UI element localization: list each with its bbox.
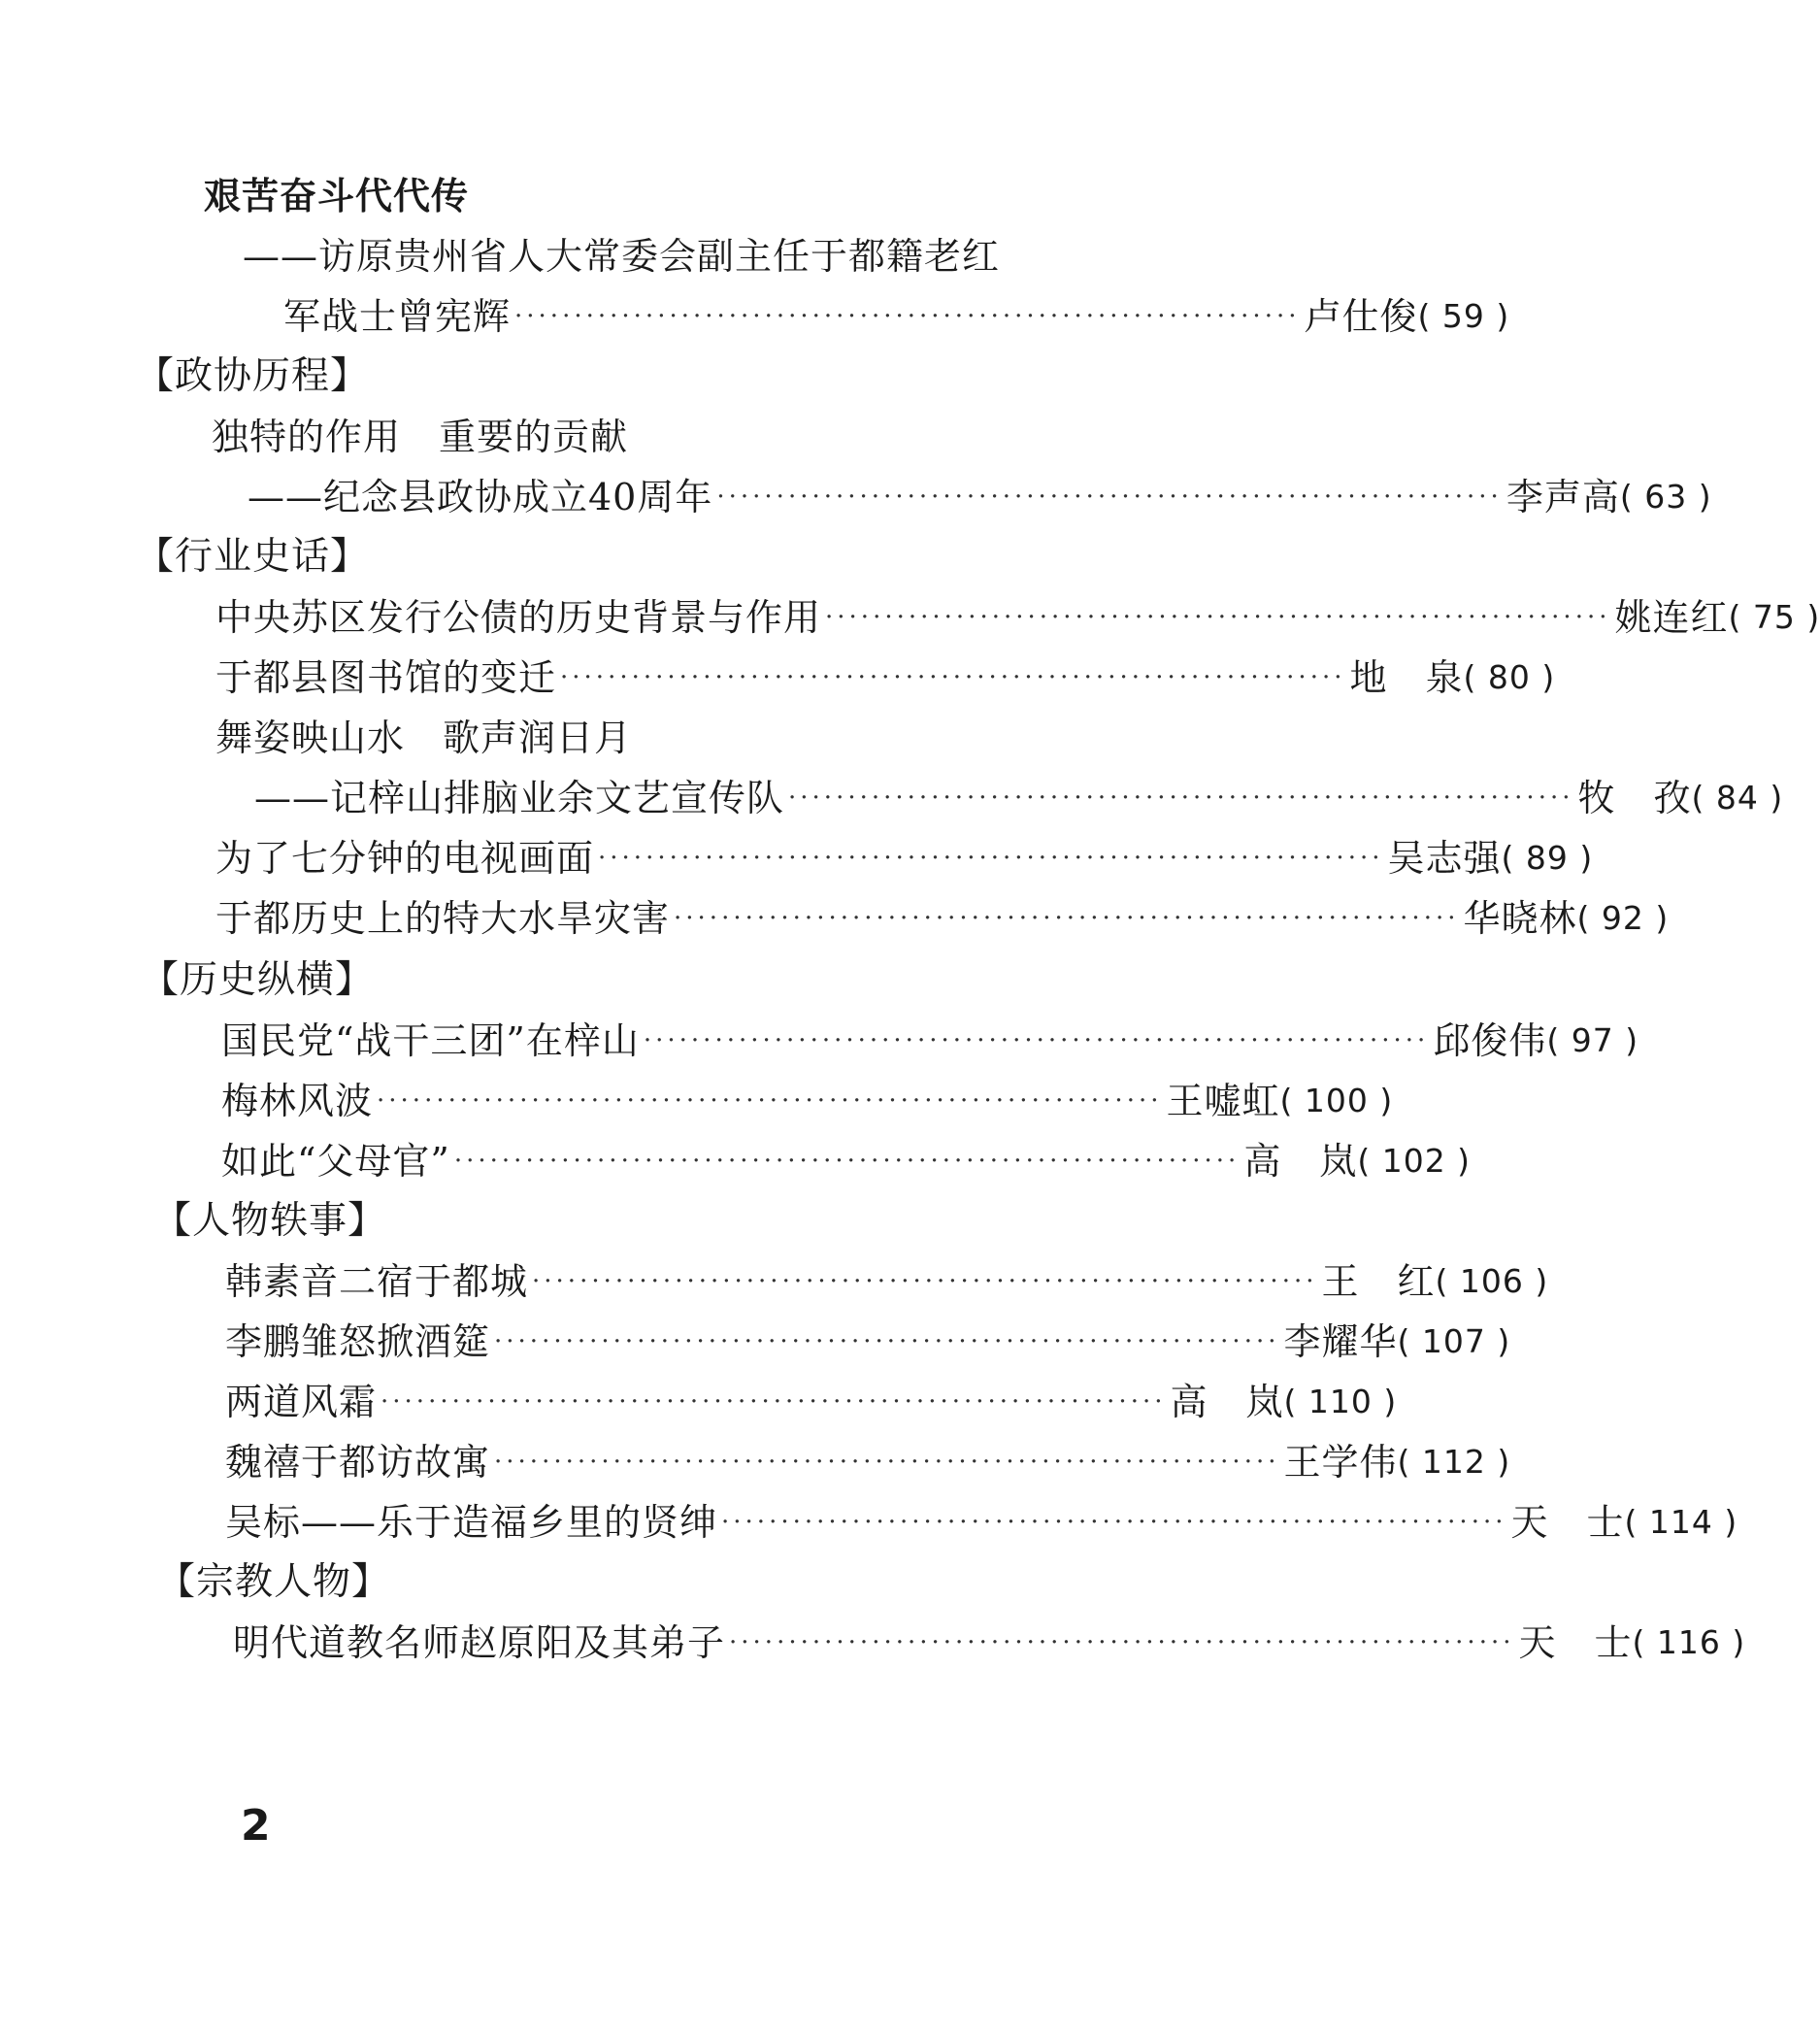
toc-entry-title: 如此“父母官” xyxy=(221,1140,450,1183)
toc-entry-title: 艰苦奋斗代代传 xyxy=(204,174,470,217)
toc-entry-author: 天 士 xyxy=(1518,1621,1633,1664)
toc-entry-title: 魏禧于都访故寓 xyxy=(225,1441,491,1484)
leader-dots: ·································································· xyxy=(825,603,1611,632)
toc-entry-title: 韩素音二宿于都城 xyxy=(225,1260,529,1303)
toc-entry-page: ( 80 ) xyxy=(1463,658,1556,696)
leader-dots: ·································································· xyxy=(377,1086,1163,1116)
toc-entry-title: ——记梓山排脑业余文艺宣传队 xyxy=(254,777,785,819)
toc-entry xyxy=(225,1437,1511,1487)
section-heading: 【政协历程】 xyxy=(136,354,370,398)
toc-entry-author: 李声高 xyxy=(1506,476,1620,518)
toc-entry-title: 李鹏雏怒掀酒筵 xyxy=(225,1320,491,1363)
toc-entry xyxy=(221,1136,1472,1186)
leader-dots: ·································································· xyxy=(494,1448,1280,1477)
leader-dots: ·································································· xyxy=(598,844,1384,873)
leader-dots: ·································································· xyxy=(716,483,1503,512)
toc-entry-page: ( 59 ) xyxy=(1417,297,1510,335)
toc-entry-page: ( 63 ) xyxy=(1619,478,1712,516)
leader-dots: ·································································· xyxy=(532,1267,1318,1296)
leader-dots: ·································································· xyxy=(643,1026,1430,1055)
toc-entry-title: 国民党“战干三团”在梓山 xyxy=(221,1019,640,1062)
toc-entry-page: ( 97 ) xyxy=(1546,1021,1639,1059)
leader-dots: ·································································· xyxy=(674,904,1460,933)
toc-entry-author: 天 士 xyxy=(1510,1501,1625,1544)
toc-entry-page: ( 75 ) xyxy=(1728,598,1820,636)
toc-entry-title: 于都县图书馆的变迁 xyxy=(215,656,557,699)
leader-dots: ·································································· xyxy=(788,784,1574,813)
toc-entry xyxy=(221,1076,1394,1126)
leader-dots: ·································································· xyxy=(514,302,1301,331)
toc-entry-title: 吴标——乐于造福乡里的贤绅 xyxy=(225,1501,718,1544)
toc-entry xyxy=(215,652,1556,703)
section-heading: 【人物轶事】 xyxy=(153,1199,387,1243)
toc-entry-title: ——纪念县政协成立40周年 xyxy=(248,476,713,518)
section-heading: 【宗教人物】 xyxy=(157,1560,391,1604)
toc-entry-title: 独特的作用 重要的贡献 xyxy=(212,416,629,458)
toc-entry-title: 军战士曾宪辉 xyxy=(283,295,512,338)
toc-entry-page: ( 107 ) xyxy=(1397,1322,1511,1360)
toc-entry-author: 姚连红 xyxy=(1614,596,1729,639)
toc-entry-title: 明代道教名师赵原阳及其弟子 xyxy=(233,1621,726,1664)
toc-entry-author: 牧 孜 xyxy=(1577,777,1692,819)
toc-entry-page: ( 112 ) xyxy=(1397,1443,1511,1481)
toc-entry-author: 王嘘虹 xyxy=(1166,1080,1280,1122)
leader-dots: ·································································· xyxy=(381,1387,1167,1417)
toc-entry-author: 华晓林 xyxy=(1463,897,1577,940)
toc-entry xyxy=(215,893,1670,944)
toc-entry-title: 梅林风波 xyxy=(221,1080,374,1122)
toc-entry xyxy=(254,773,1784,823)
toc-entry-author: 吴志强 xyxy=(1387,837,1502,880)
toc-entry xyxy=(225,1377,1398,1427)
toc-entry xyxy=(225,1497,1738,1548)
section-heading: 【历史纵横】 xyxy=(141,958,375,1002)
toc-entry-author: 高 岚 xyxy=(1243,1140,1358,1183)
toc-entry-title: 于都历史上的特大水旱灾害 xyxy=(215,897,671,940)
toc-entry xyxy=(225,1256,1549,1307)
toc-entry-page: ( 100 ) xyxy=(1279,1082,1394,1119)
section-heading: 【行业史话】 xyxy=(136,535,370,579)
toc-entry-page: ( 114 ) xyxy=(1624,1503,1738,1541)
toc-entry xyxy=(283,291,1510,342)
toc-entry-page: ( 110 ) xyxy=(1283,1383,1398,1420)
toc-entry-page: ( 102 ) xyxy=(1357,1142,1472,1180)
toc-entry-title: 两道风霜 xyxy=(225,1381,378,1423)
toc-entry-title: 舞姿映山水 歌声润日月 xyxy=(215,717,633,759)
toc-entry-page: ( 84 ) xyxy=(1691,779,1784,817)
toc-entry-author: 邱俊伟 xyxy=(1433,1019,1547,1062)
toc-entry-title: 中央苏区发行公债的历史背景与作用 xyxy=(215,596,822,639)
toc-entry-page: ( 92 ) xyxy=(1576,899,1670,937)
leader-dots: ·································································· xyxy=(453,1147,1241,1176)
leader-dots: ·································································· xyxy=(721,1508,1507,1537)
toc-entry xyxy=(225,1317,1511,1367)
toc-entry-author: 卢仕俊 xyxy=(1304,295,1418,338)
toc-entry-author: 李耀华 xyxy=(1283,1320,1398,1363)
toc-entry xyxy=(221,1016,1639,1066)
toc-entry xyxy=(215,833,1594,884)
leader-dots: ·································································· xyxy=(560,663,1346,692)
toc-entry-author: 王 红 xyxy=(1321,1260,1436,1303)
toc-entry-page: ( 116 ) xyxy=(1632,1623,1746,1661)
leader-dots: ·································································· xyxy=(494,1327,1280,1356)
toc-entry xyxy=(215,592,1820,643)
page-number: 2 xyxy=(241,1801,271,1851)
toc-entry-subtitle: ——访原贵州省人大常委会副主任于都籍老红 xyxy=(243,235,1001,278)
leader-dots: ·································································· xyxy=(729,1628,1515,1657)
toc-entry-author: 高 岚 xyxy=(1170,1381,1284,1423)
toc-entry xyxy=(248,472,1712,522)
toc-entry-author: 王学伟 xyxy=(1283,1441,1398,1484)
toc-entry-page: ( 89 ) xyxy=(1501,839,1594,877)
toc-entry-title: 为了七分钟的电视画面 xyxy=(215,837,595,880)
toc-entry-author: 地 泉 xyxy=(1349,656,1464,699)
toc-entry-page: ( 106 ) xyxy=(1435,1262,1549,1300)
toc-entry xyxy=(233,1618,1746,1668)
